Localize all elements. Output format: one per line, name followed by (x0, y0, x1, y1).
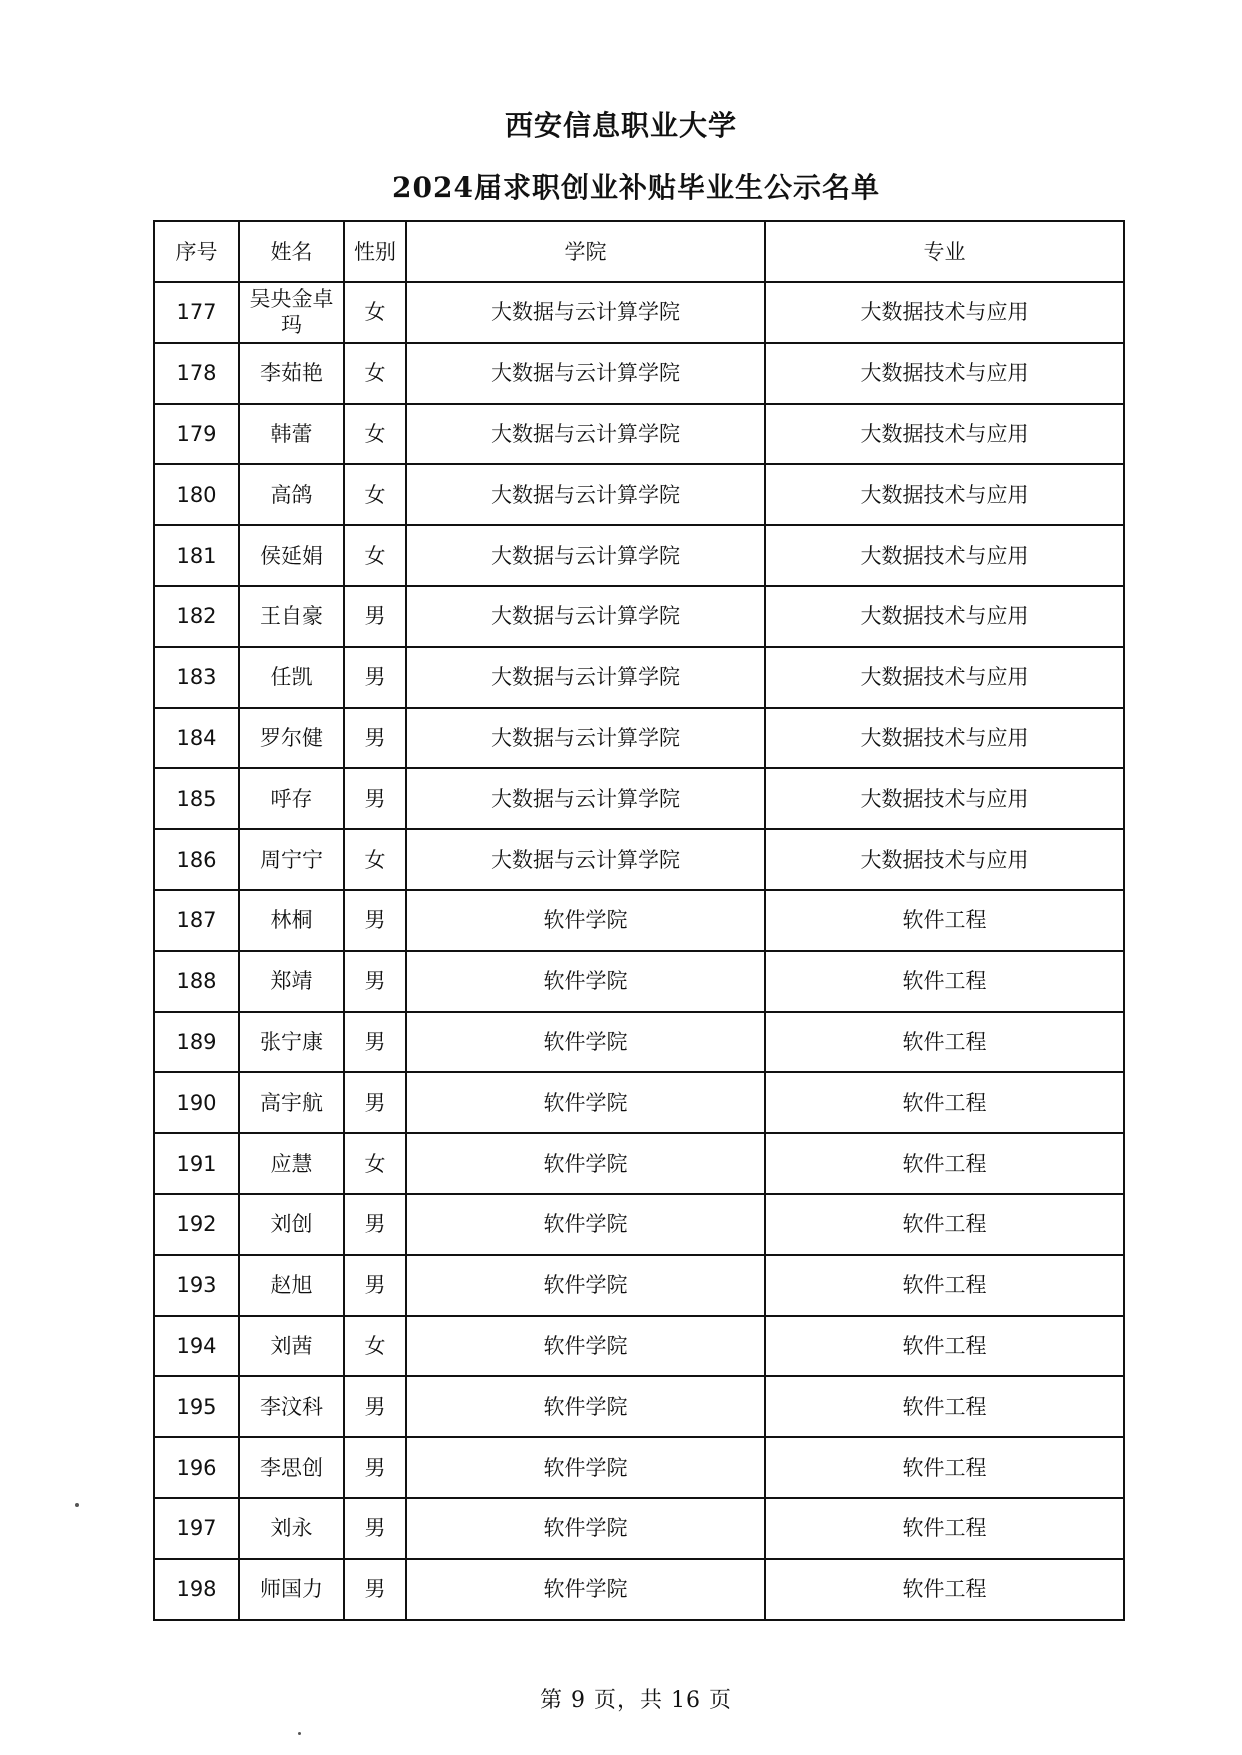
cell-no: 188 (154, 951, 239, 1012)
table-row (154, 1133, 1124, 1194)
cell-major: 大数据技术与应用 (765, 464, 1124, 525)
cell-gender: 男 (344, 1255, 406, 1316)
cell-college: 软件学院 (406, 1559, 765, 1620)
table-row (154, 404, 1124, 465)
cell-college: 大数据与云计算学院 (406, 404, 765, 465)
scan-speck (298, 1732, 301, 1735)
header-name: 姓名 (239, 221, 344, 282)
cell-college: 软件学院 (406, 1376, 765, 1437)
cell-name: 赵旭 (239, 1255, 344, 1316)
cell-no: 178 (154, 343, 239, 404)
cell-no: 183 (154, 647, 239, 708)
header-major: 专业 (765, 221, 1124, 282)
cell-college: 大数据与云计算学院 (406, 708, 765, 769)
cell-no: 177 (154, 282, 239, 343)
cell-name: 刘创 (239, 1194, 344, 1255)
cell-no: 198 (154, 1559, 239, 1620)
cell-gender: 男 (344, 951, 406, 1012)
cell-no: 195 (154, 1376, 239, 1437)
cell-name: 刘永 (239, 1498, 344, 1559)
table-row (154, 1316, 1124, 1377)
table-row (154, 1437, 1124, 1498)
cell-major: 软件工程 (765, 1498, 1124, 1559)
table-row (154, 282, 1124, 343)
cell-name: 刘茜 (239, 1316, 344, 1377)
cell-no: 179 (154, 404, 239, 465)
header-college: 学院 (406, 221, 765, 282)
table-row (154, 1072, 1124, 1133)
table-body (154, 282, 1124, 1620)
cell-major: 大数据技术与应用 (765, 708, 1124, 769)
cell-no: 185 (154, 768, 239, 829)
cell-major: 大数据技术与应用 (765, 768, 1124, 829)
cell-no: 196 (154, 1437, 239, 1498)
cell-gender: 男 (344, 1437, 406, 1498)
cell-name: 高鸽 (239, 464, 344, 525)
cell-gender: 男 (344, 1376, 406, 1437)
table-row (154, 343, 1124, 404)
cell-major: 大数据技术与应用 (765, 525, 1124, 586)
cell-college: 软件学院 (406, 1255, 765, 1316)
page-footer: 第 9 页，共 16 页 (540, 1688, 732, 1713)
cell-college: 大数据与云计算学院 (406, 464, 765, 525)
cell-name: 李茹艳 (239, 343, 344, 404)
header-gender: 性别 (344, 221, 406, 282)
cell-no: 189 (154, 1012, 239, 1073)
header-no: 序号 (154, 221, 239, 282)
cell-major: 大数据技术与应用 (765, 343, 1124, 404)
cell-college: 大数据与云计算学院 (406, 282, 765, 343)
cell-no: 182 (154, 586, 239, 647)
cell-major: 软件工程 (765, 1376, 1124, 1437)
cell-gender: 男 (344, 1194, 406, 1255)
cell-no: 190 (154, 1072, 239, 1133)
table-row (154, 829, 1124, 890)
cell-college: 大数据与云计算学院 (406, 768, 765, 829)
cell-college: 大数据与云计算学院 (406, 647, 765, 708)
document-subtitle: 2024届求职创业补贴毕业生公示名单 (392, 171, 880, 204)
table-row (154, 464, 1124, 525)
table-row (154, 890, 1124, 951)
cell-gender: 男 (344, 890, 406, 951)
cell-gender: 男 (344, 708, 406, 769)
table-row (154, 647, 1124, 708)
cell-name: 郑靖 (239, 951, 344, 1012)
cell-gender: 女 (344, 464, 406, 525)
cell-name: 罗尔健 (239, 708, 344, 769)
cell-name: 林桐 (239, 890, 344, 951)
cell-gender: 女 (344, 1316, 406, 1377)
table-row (154, 951, 1124, 1012)
cell-gender: 女 (344, 282, 406, 343)
cell-name: 高宇航 (239, 1072, 344, 1133)
cell-name: 应慧 (239, 1133, 344, 1194)
cell-name: 王自豪 (239, 586, 344, 647)
cell-gender: 男 (344, 1012, 406, 1073)
table-row (154, 525, 1124, 586)
cell-no: 181 (154, 525, 239, 586)
cell-college: 大数据与云计算学院 (406, 525, 765, 586)
cell-college: 软件学院 (406, 951, 765, 1012)
cell-gender: 男 (344, 647, 406, 708)
cell-no: 187 (154, 890, 239, 951)
cell-name: 任凯 (239, 647, 344, 708)
cell-major: 软件工程 (765, 1012, 1124, 1073)
cell-college: 软件学院 (406, 1437, 765, 1498)
cell-no: 186 (154, 829, 239, 890)
cell-name: 李思创 (239, 1437, 344, 1498)
cell-name: 呼存 (239, 768, 344, 829)
graduate-list-table (153, 220, 1125, 1621)
cell-name: 李汶科 (239, 1376, 344, 1437)
cell-major: 大数据技术与应用 (765, 282, 1124, 343)
cell-college: 大数据与云计算学院 (406, 343, 765, 404)
cell-name: 周宁宁 (239, 829, 344, 890)
cell-no: 192 (154, 1194, 239, 1255)
cell-name: 侯延娟 (239, 525, 344, 586)
table-row (154, 1255, 1124, 1316)
cell-gender: 女 (344, 525, 406, 586)
cell-gender: 女 (344, 343, 406, 404)
cell-college: 大数据与云计算学院 (406, 586, 765, 647)
table-row (154, 1559, 1124, 1620)
cell-gender: 男 (344, 1072, 406, 1133)
cell-name: 吴央金卓玛 (239, 282, 344, 343)
cell-no: 193 (154, 1255, 239, 1316)
cell-gender: 男 (344, 768, 406, 829)
cell-gender: 女 (344, 829, 406, 890)
table-header-row (154, 221, 1124, 282)
cell-major: 大数据技术与应用 (765, 404, 1124, 465)
cell-college: 大数据与云计算学院 (406, 829, 765, 890)
cell-college: 软件学院 (406, 1012, 765, 1073)
table-row (154, 1012, 1124, 1073)
table-row (154, 1376, 1124, 1437)
scan-speck (75, 1503, 79, 1507)
cell-college: 软件学院 (406, 1133, 765, 1194)
cell-major: 软件工程 (765, 1316, 1124, 1377)
cell-college: 软件学院 (406, 1498, 765, 1559)
cell-college: 软件学院 (406, 1316, 765, 1377)
document-title: 西安信息职业大学 (504, 109, 737, 142)
table-row (154, 1498, 1124, 1559)
table-row (154, 1194, 1124, 1255)
cell-no: 180 (154, 464, 239, 525)
cell-major: 大数据技术与应用 (765, 829, 1124, 890)
cell-major: 大数据技术与应用 (765, 647, 1124, 708)
table-row (154, 768, 1124, 829)
cell-college: 软件学院 (406, 1194, 765, 1255)
table-row (154, 708, 1124, 769)
cell-major: 大数据技术与应用 (765, 586, 1124, 647)
cell-major: 软件工程 (765, 890, 1124, 951)
cell-college: 软件学院 (406, 890, 765, 951)
cell-gender: 男 (344, 1559, 406, 1620)
cell-name: 师国力 (239, 1559, 344, 1620)
cell-major: 软件工程 (765, 1072, 1124, 1133)
cell-major: 软件工程 (765, 1559, 1124, 1620)
cell-gender: 男 (344, 586, 406, 647)
cell-major: 软件工程 (765, 951, 1124, 1012)
cell-gender: 女 (344, 404, 406, 465)
cell-major: 软件工程 (765, 1133, 1124, 1194)
cell-gender: 女 (344, 1133, 406, 1194)
cell-no: 197 (154, 1498, 239, 1559)
cell-no: 191 (154, 1133, 239, 1194)
cell-name: 韩蕾 (239, 404, 344, 465)
cell-no: 184 (154, 708, 239, 769)
cell-major: 软件工程 (765, 1437, 1124, 1498)
cell-major: 软件工程 (765, 1194, 1124, 1255)
cell-major: 软件工程 (765, 1255, 1124, 1316)
table-row (154, 586, 1124, 647)
cell-gender: 男 (344, 1498, 406, 1559)
cell-name: 张宁康 (239, 1012, 344, 1073)
cell-no: 194 (154, 1316, 239, 1377)
cell-college: 软件学院 (406, 1072, 765, 1133)
